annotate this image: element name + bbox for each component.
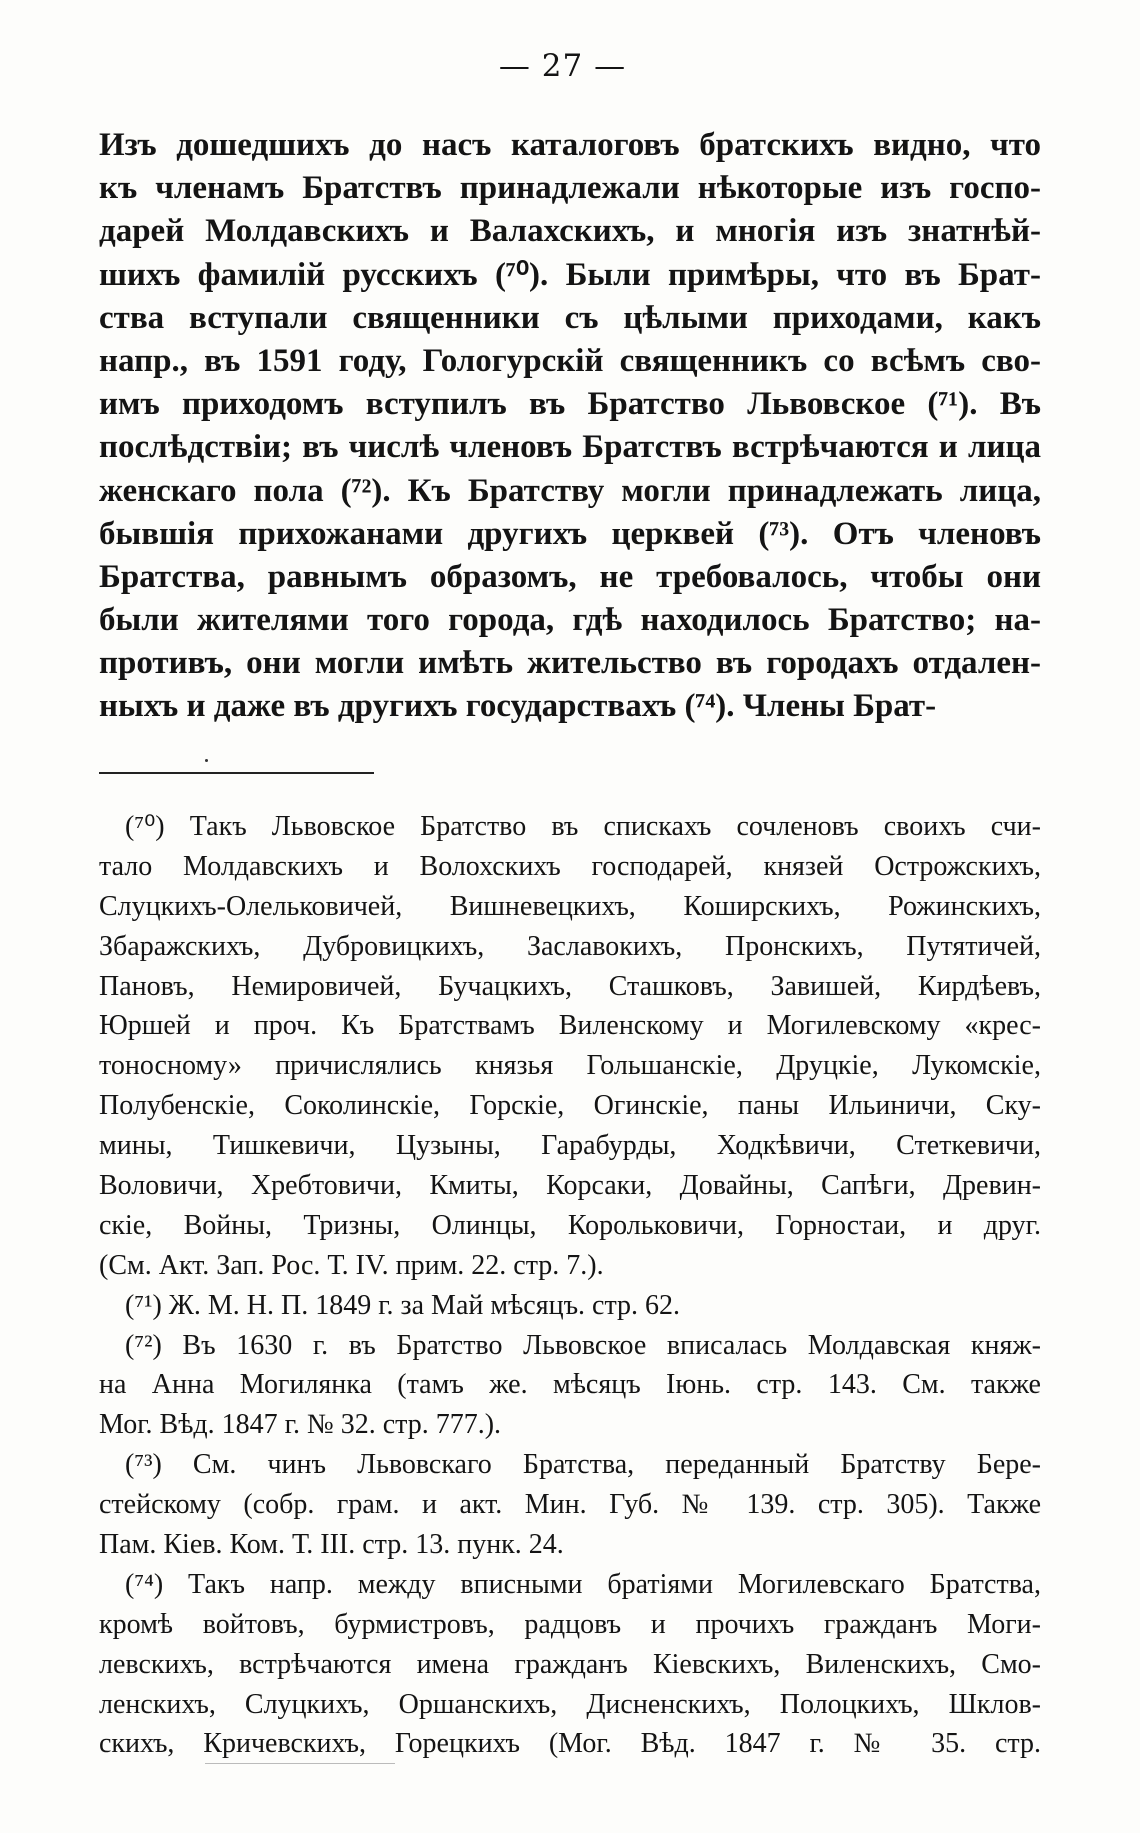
footnote-line: Збаражскихъ, Дубровицкихъ, Заславокихъ, Пронскихъ, Путятичей, — [99, 930, 1041, 962]
footnote-line: Пановъ, Немировичей, Бучацкихъ, Сташковъ, Завишей, Кирдѣевъ, — [99, 970, 1041, 1002]
footnote-line: скіе, Войны, Тризны, Олинцы, Корольковичи, Горностаи, и друг. — [99, 1209, 1041, 1241]
text-line: были жителями того города, гдѣ находилось Братство; на- — [99, 602, 1041, 639]
footnote-line: (⁷⁴) Такъ напр. между вписными братіями Могилевскаго Братства, — [125, 1568, 1041, 1600]
footnote-separator-rule — [99, 772, 374, 774]
text-line: женскаго пола (⁷²). Къ Братству могли принадлежать лица, — [99, 472, 1041, 509]
footnote-line: стейскому (собр. грам. и акт. Мин. Губ. № 139. стр. 305). Также — [99, 1489, 1041, 1521]
footnote-line: (⁷¹) Ж. М. Н. П. 1849 г. за Май мѣсяцъ. стр. 62. — [125, 1289, 681, 1321]
text-line: ства вступали священники съ цѣлыми приходами, какъ — [99, 299, 1041, 336]
footnote-line: Слуцкихъ-Олельковичей, Вишневецкихъ, Коширскихъ, Рожинскихъ, — [99, 890, 1041, 922]
text-line: противъ, они могли имѣть жительство въ городахъ отдален- — [99, 645, 1041, 682]
footnote-line: (⁷⁰) Такъ Львовское Братство въ спискахъ сочленовъ своихъ счи- — [125, 811, 1041, 842]
scan-dot — [205, 759, 208, 762]
footnote-line: Воловичи, Хребтовичи, Кмиты, Корсаки, Довайны, Сапѣги, Древин- — [99, 1170, 1041, 1202]
footnote-line: левскихъ, встрѣчаются имена гражданъ Кіевскихъ, Виленскихъ, Смо- — [99, 1648, 1041, 1680]
main-text — [99, 124, 1041, 729]
footnote-line: Пам. Кіев. Ком. Т. III. стр. 13. пунк. 24. — [99, 1529, 564, 1561]
footnote-line: Мог. Вѣд. 1847 г. № 32. стр. 777.). — [99, 1409, 502, 1441]
text-line: имъ приходомъ вступилъ въ Братство Львовское (⁷¹). Въ — [99, 386, 1041, 423]
scan-underline-mark — [205, 1763, 395, 1764]
text-line: шихъ фамилій русскихъ (⁷⁰). Были примѣры, что въ Брат- — [99, 256, 1041, 293]
text-line: ныхъ и даже въ другихъ государствахъ (⁷⁴). Члены Брат- — [99, 688, 937, 725]
footnote-line: ленскихъ, Слуцкихъ, Оршанскихъ, Дисненскихъ, Полоцкихъ, Шклов- — [99, 1688, 1041, 1720]
footnote-line: (⁷²) Въ 1630 г. въ Братство Львовское вписалась Молдавская княж- — [125, 1329, 1041, 1361]
text-line: Братства, равнымъ образомъ, не требовалось, чтобы они — [99, 558, 1041, 595]
footnote-line: скихъ, Кричевскихъ, Горецкихъ (Мог. Вѣд. 1847 г. № 35. стр. — [99, 1728, 1041, 1760]
text-line: напр., въ 1591 году, Гологурскій священникъ со всѣмъ сво- — [99, 342, 1041, 379]
footnote-line: Юршей и проч. Къ Братствамъ Виленскому и Могилевскому «крес- — [99, 1010, 1041, 1042]
footnote-line: на Анна Могилянка (тамъ же. мѣсяцъ Іюнь. стр. 143. См. также — [99, 1369, 1041, 1401]
footnotes — [99, 807, 1041, 1764]
footnote-line: тало Молдавскихъ и Волохскихъ господарей, князей Острожскихъ, — [99, 850, 1041, 882]
footnote-line: (См. Акт. Зап. Рос. Т. IV. прим. 22. стр. 7.). — [99, 1249, 604, 1281]
page-number: — 27 — — [498, 48, 627, 84]
footnote-line: тоносному» причислялись князья Гольшанскіе, Друцкіе, Лукомскіе, — [99, 1050, 1041, 1082]
text-line: къ членамъ Братствъ принадлежали нѣкоторые изъ госпо- — [99, 170, 1041, 207]
footnote-line: кромѣ войтовъ, бурмистровъ, радцовъ и прочихъ гражданъ Моги- — [99, 1608, 1041, 1640]
text-line: бывшія прихожанами другихъ церквей (⁷³). Отъ членовъ — [99, 515, 1041, 552]
footnote-line: (⁷³) См. чинъ Львовскаго Братства, переданный Братству Бере- — [125, 1449, 1041, 1481]
text-line: Изъ дошедшихъ до насъ каталоговъ братскихъ видно, что — [99, 127, 1041, 163]
text-line: дарей Молдавскихъ и Валахскихъ, и многія изъ знатнѣй- — [99, 213, 1041, 250]
footnote-line: мины, Тишкевичи, Цузыны, Гарабурды, Ходкѣвичи, Стеткевичи, — [99, 1130, 1041, 1162]
footnote-line: Полубенскіе, Соколинскіе, Горскіе, Огинскіе, паны Ильиничи, Ску- — [99, 1090, 1041, 1122]
text-line: послѣдствіи; въ числѣ членовъ Братствъ встрѣчаются и лица — [99, 429, 1041, 466]
